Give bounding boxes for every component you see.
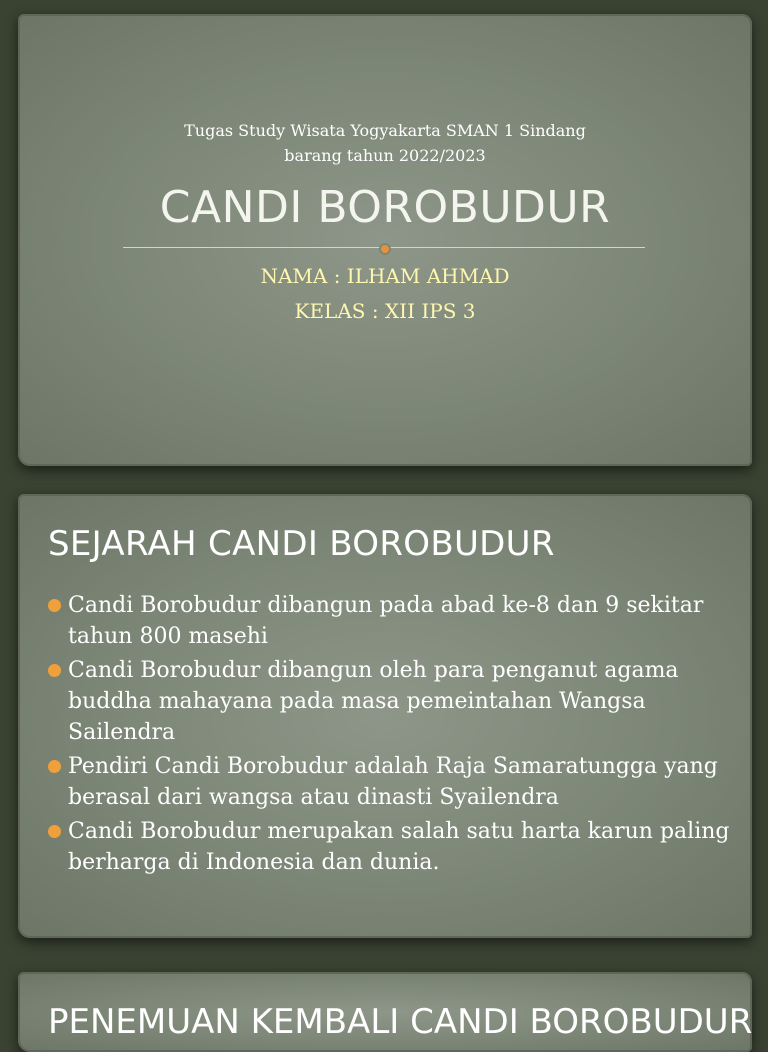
rediscovery-slide: [18, 972, 752, 1052]
list-item: [48, 655, 738, 748]
bullet-text: Candi Borobudur dibangun oleh para penganut agama buddha mahayana pada masa pemeintahan Wangsa Sailendra: [68, 658, 679, 745]
section-title: PENEMUAN KEMBALI CANDI BOROBUDUR: [48, 1002, 752, 1042]
subtitle: [18, 118, 752, 168]
main-title: CANDI BOROBUDUR: [159, 182, 611, 233]
bullet-text: Candi Borobudur merupakan salah satu harta karun paling berharga di Indonesia dan dunia.: [68, 819, 730, 875]
bullet-dot-icon: [48, 664, 61, 677]
list-item: [48, 816, 738, 878]
student-name: NAMA : ILHAM AHMAD: [260, 264, 510, 288]
bullet-dot-icon: [48, 599, 61, 612]
list-item: [48, 751, 738, 813]
history-slide: [18, 494, 752, 938]
subtitle-line-1: Tugas Study Wisata Yogyakarta SMAN 1 Sindang: [184, 121, 586, 140]
subtitle-line-2: barang tahun 2022/2023: [284, 146, 486, 165]
bullet-dot-icon: [48, 760, 61, 773]
bullet-list: [48, 590, 738, 881]
divider-dot-icon: [379, 243, 391, 255]
student-class: KELAS : XII IPS 3: [294, 299, 476, 323]
bullet-text: Candi Borobudur dibangun pada abad ke-8 dan 9 sekitar tahun 800 masehi: [68, 593, 704, 649]
bullet-dot-icon: [48, 825, 61, 838]
section-title: SEJARAH CANDI BOROBUDUR: [48, 524, 555, 564]
bullet-text: Pendiri Candi Borobudur adalah Raja Samaratungga yang berasal dari wangsa atau dinasti Syailendra: [68, 754, 718, 810]
title-slide: [18, 14, 752, 466]
list-item: [48, 590, 738, 652]
